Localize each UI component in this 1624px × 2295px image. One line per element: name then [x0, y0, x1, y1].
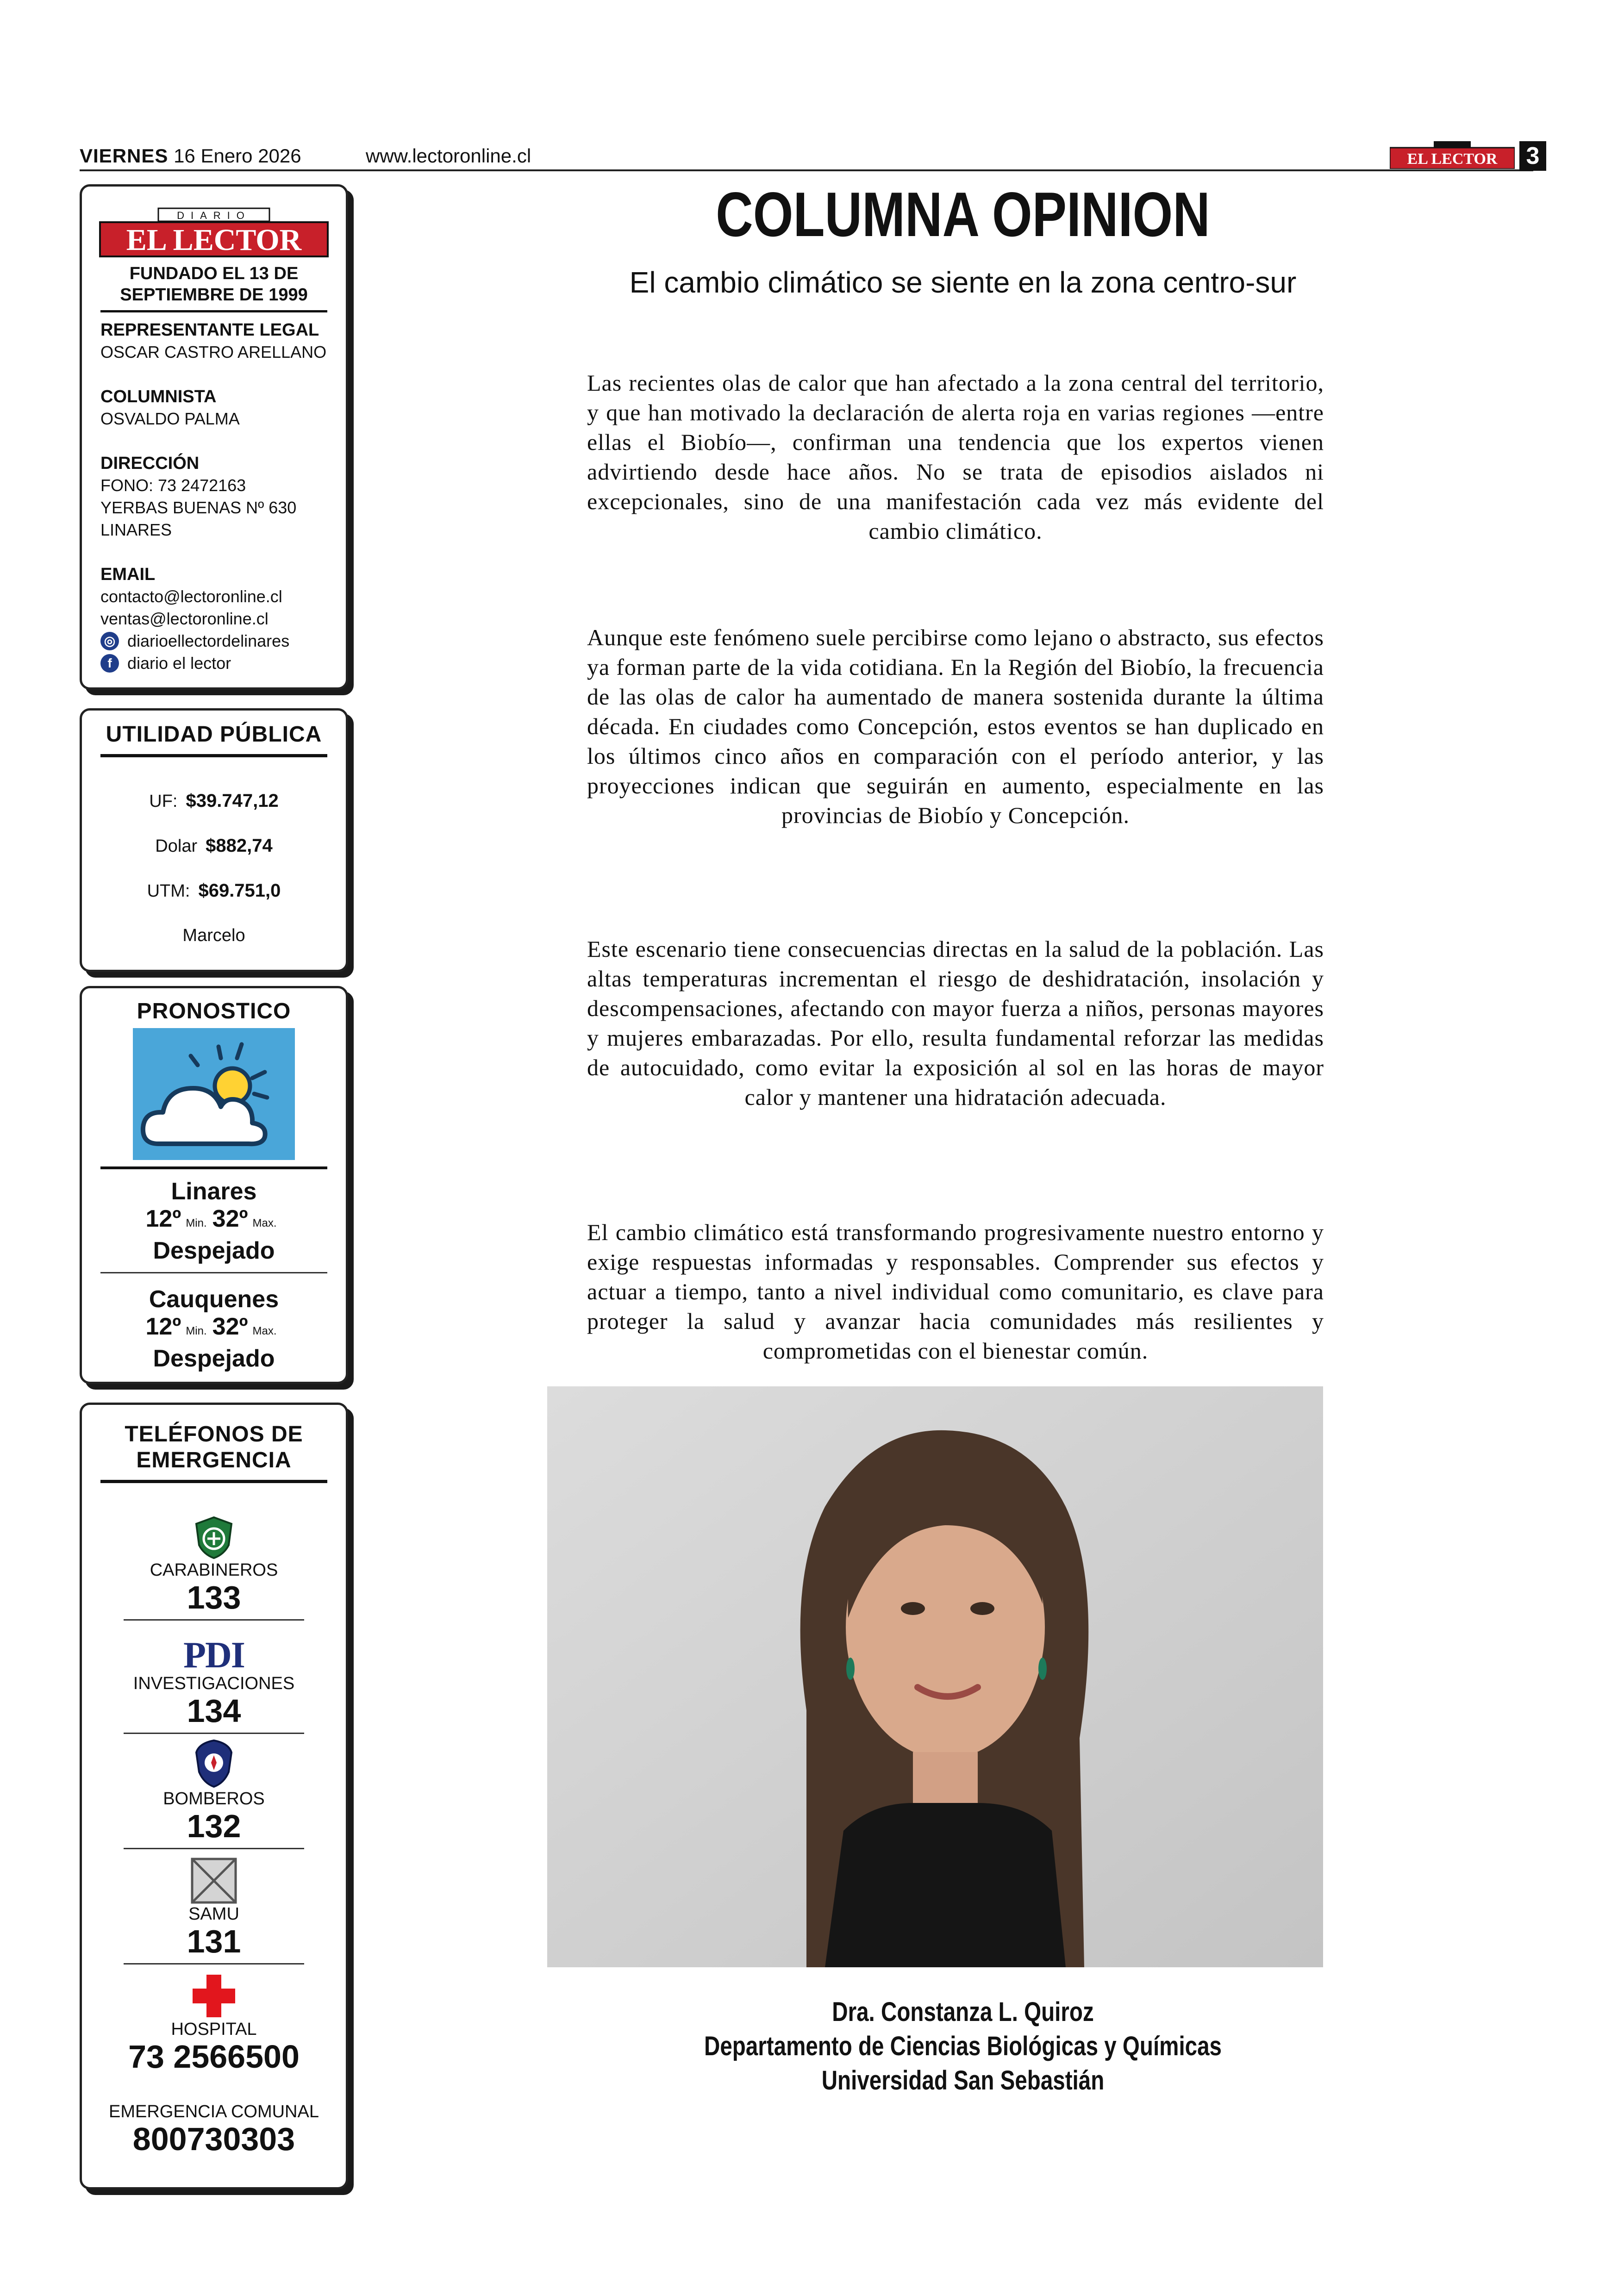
page-number: 3 — [1519, 141, 1546, 171]
carabineros-badge-icon — [192, 1515, 236, 1560]
instagram-handle: diarioellectordelinares — [127, 631, 290, 650]
emergency-name: EMERGENCIA COMUNAL — [109, 2102, 319, 2121]
uf-row — [82, 790, 346, 812]
temp-max: 32º — [212, 1313, 248, 1340]
logo-top-text: DIARIO — [177, 210, 251, 221]
utilidad-title: UTILIDAD PÚBLICA — [106, 722, 322, 747]
utm-value: $69.751,0 — [198, 880, 281, 901]
temps-row — [82, 1205, 346, 1237]
email-label: EMAIL — [100, 565, 156, 584]
uf-value: $39.747,12 — [186, 791, 279, 811]
article-paragraph-3: Este escenario tiene consecuencias directas en la salud de la población. Las altas temperaturas incrementan el riesgo de deshidratación, insolación y descompensaciones, afectando con mayor fuerza a niños, personas mayores y mujeres embarazadas. Por ello, resulta fundamental reforzar las medidas de autocuidado, como evitar la exposición al sol en las horas de mayor calor y mantener una hidratación adecuada. — [587, 936, 1324, 1110]
header-mini-logo — [1390, 141, 1515, 169]
emergency-name: BOMBEROS — [163, 1789, 265, 1809]
emergency-divider — [124, 1733, 304, 1734]
emergency-name: INVESTIGACIONES — [133, 1674, 295, 1693]
bomberos-badge-icon — [192, 1739, 236, 1789]
utilidad-publica-box — [80, 708, 348, 972]
utilidad-footer: Marcelo — [182, 926, 245, 945]
emergency-number[interactable]: 133 — [187, 1579, 241, 1615]
facebook-handle: diario el lector — [127, 654, 231, 673]
city-name: Linares — [171, 1178, 257, 1205]
address-city: LINARES — [100, 520, 172, 539]
instagram-link[interactable] — [82, 630, 346, 652]
temp-max: 32º — [212, 1205, 248, 1232]
min-label: Min. — [186, 1325, 207, 1337]
temps-row — [82, 1313, 346, 1345]
emergency-samu — [82, 1858, 346, 1958]
emergency-number[interactable]: 800730303 — [132, 2121, 295, 2157]
uf-label: UF: — [149, 792, 178, 811]
dolar-value: $882,74 — [206, 836, 273, 856]
forecast-linares — [82, 1178, 346, 1265]
article-paragraph-2: Aunque este fenómeno suele percibirse como lejano o abstracto, sus efectos ya forman parte de la vida cotidiana. En la Región del Biobío, la frecuencia de las olas de calor ha aumentado de manera sostenida durante la última década. En ciudades como Concepción, estos eventos se han duplicado en los últimos cinco años en comparación con el período anterior, y las proyecciones indican que seguirán en aumento, especialmente en las provincias de Biobío y Concepción. — [587, 624, 1324, 828]
legal-value: OSCAR CASTRO ARELLANO — [100, 343, 327, 362]
partly-cloudy-icon — [133, 1028, 295, 1160]
article-subtitle: El cambio climático se siente en la zona centro-sur — [629, 266, 1297, 299]
max-label: Max. — [252, 1325, 277, 1337]
emergency-name: CARABINEROS — [150, 1560, 278, 1580]
author-department: Departamento de Ciencias Biológicas y Químicas — [704, 2031, 1222, 2061]
emergency-divider — [124, 1848, 304, 1849]
condition: Despejado — [153, 1237, 275, 1264]
samu-placeholder-icon — [191, 1858, 237, 1904]
facebook-icon: f — [100, 654, 119, 673]
address-street: YERBAS BUENAS Nº 630 — [100, 498, 297, 517]
header-url[interactable]: www.lectoronline.cl — [366, 145, 531, 167]
header-mini-logo-text: EL LECTOR — [1407, 150, 1498, 168]
pronostico-title: PRONOSTICO — [137, 999, 291, 1023]
legal-label: REPRESENTANTE LEGAL — [100, 320, 319, 340]
founded-line-1: FUNDADO EL 13 DE — [129, 264, 299, 283]
el-lector-logo — [98, 207, 330, 258]
forecast-cauquenes — [82, 1285, 346, 1372]
header-day: VIERNES — [80, 145, 169, 167]
header-date — [80, 144, 301, 168]
author-photo — [547, 1386, 1323, 1967]
min-label: Min. — [186, 1217, 207, 1229]
email-contacto[interactable]: contacto@lectoronline.cl — [100, 587, 282, 606]
dolar-label: Dolar — [155, 836, 198, 856]
red-cross-icon — [191, 1973, 237, 2019]
header-rule — [80, 169, 1533, 171]
columnist-label: COLUMNISTA — [100, 387, 217, 406]
masthead-box — [80, 184, 348, 690]
emergency-divider — [124, 1963, 304, 1964]
instagram-icon: ◎ — [100, 632, 119, 650]
emergency-name: HOSPITAL — [171, 2020, 257, 2039]
facebook-link[interactable] — [82, 652, 346, 674]
utm-label: UTM: — [147, 881, 190, 901]
emergency-number[interactable]: 132 — [187, 1808, 241, 1844]
emergency-number[interactable]: 131 — [187, 1923, 241, 1959]
email-ventas[interactable]: ventas@lectoronline.cl — [100, 609, 269, 628]
header-date-rest: 16 Enero 2026 — [174, 145, 301, 167]
article-paragraph-4: El cambio climático está transformando progresivamente nuestro entorno y exige respuestas informadas y responsables. Comprender sus efectos y actuar a tiempo, tanto a nivel individual como comunitario, es clave para proteger la salud y avanzar hacia comunidades más resilientes y comprometidas con el bienestar común. — [587, 1219, 1324, 1364]
author-name: Dra. Constanza L. Quiroz — [832, 1997, 1094, 2027]
emergency-number[interactable]: 73 2566500 — [128, 2039, 300, 2075]
emergency-comunal — [82, 2102, 346, 2156]
emergencia-rule — [100, 1480, 327, 1483]
pronostico-box — [80, 986, 348, 1384]
columnist-value: OSVALDO PALMA — [100, 409, 240, 428]
utilidad-rule — [100, 754, 327, 757]
emergency-pdi — [82, 1637, 346, 1728]
address-label: DIRECCIÓN — [100, 454, 200, 473]
temp-min: 12º — [145, 1205, 181, 1232]
address-phone: FONO: 73 2472163 — [100, 476, 246, 495]
emergency-hospital — [82, 1973, 346, 2074]
emergencia-title-2: EMERGENCIA — [136, 1448, 292, 1472]
max-label: Max. — [252, 1217, 277, 1229]
emergency-carabineros — [82, 1515, 346, 1615]
founded-line-2: SEPTIEMBRE DE 1999 — [120, 285, 308, 305]
emergency-name: SAMU — [188, 1904, 239, 1924]
emergency-number[interactable]: 134 — [187, 1693, 241, 1729]
city-name: Cauquenes — [149, 1286, 279, 1313]
temp-min: 12º — [145, 1313, 181, 1340]
article-paragraph-1: Las recientes olas de calor que han afectado a la zona central del territorio, y que han motivado la declaración de alerta roja en varias regiones —entre ellas el Biobío—, confirman una tendencia que los expertos vienen advirtiendo desde hace años. No se trata de episodios aislados ni excepcionales, sino de una manifestación cada vez más evidente del cambio climático. — [587, 370, 1324, 544]
logo-main-text: EL LECTOR — [126, 223, 302, 257]
emergency-bomberos — [82, 1739, 346, 1843]
section-title: COLUMNA OPINION — [716, 179, 1210, 249]
dolar-row — [82, 835, 346, 857]
pdi-logo-icon: PDI — [183, 1635, 244, 1676]
utm-row — [82, 879, 346, 902]
emergencia-title-1: TELÉFONOS DE — [125, 1422, 303, 1447]
author-university: Universidad San Sebastián — [821, 2065, 1105, 2095]
emergencia-box — [80, 1403, 348, 2189]
condition: Despejado — [153, 1345, 275, 1372]
emergency-divider — [124, 1619, 304, 1621]
